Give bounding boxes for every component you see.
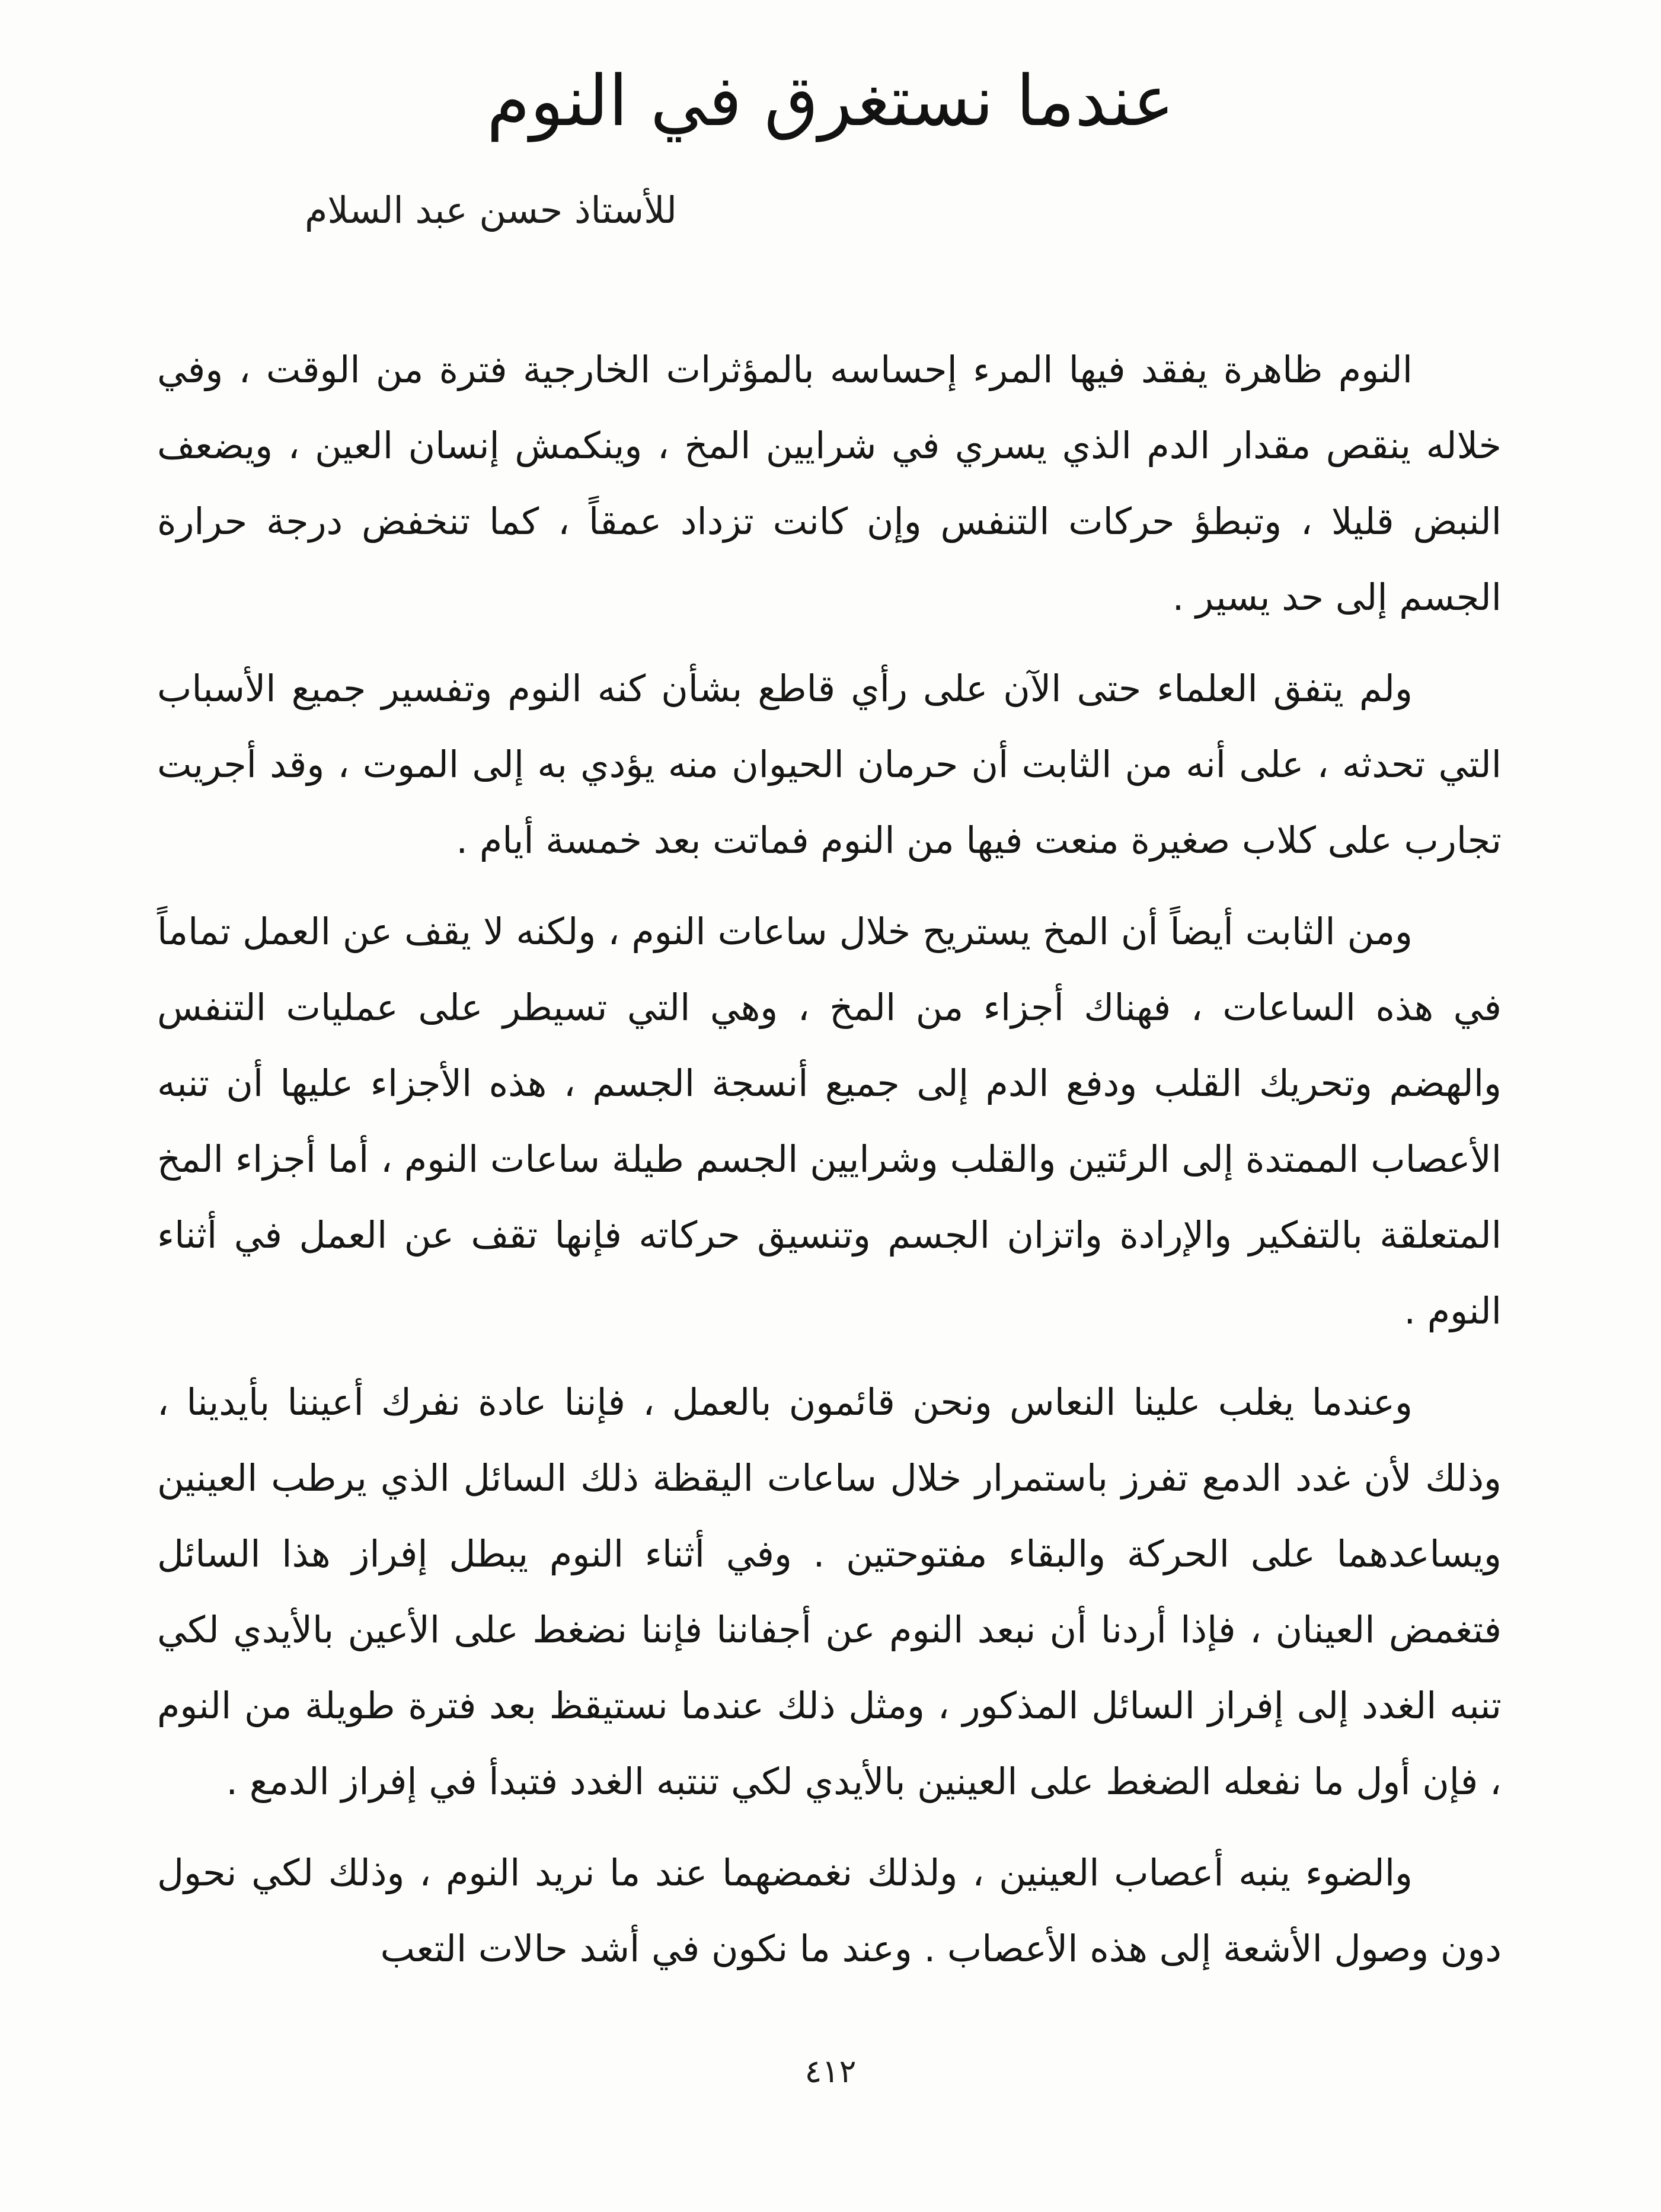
paragraph-2: ولم يتفق العلماء حتى الآن على رأي قاطع بشأن كنه النوم وتفسير جميع الأسباب التي تحدثه ، على أنه من الثابت أن حرمان الحيوان منه يؤدي به إلى الموت ، وقد أجريت تجارب على كلاب صغيرة منعت فيها من النوم فماتت بعد خمسة أيام .: [157, 667, 1502, 862]
paragraph-3: ومن الثابت أيضاً أن المخ يستريح خلال ساعات النوم ، ولكنه لا يقف عن العمل تماماً في هذه الساعات ، فهناك أجزاء من المخ ، وهي التي تسيطر على عمليات التنفس والهضم وتحريك القلب ودفع الدم إلى جميع أنسجة الجسم ، هذه الأجزاء عليها أن تنبه الأعصاب الممتدة إلى الرئتين والقلب وشرايين الجسم طيلة ساعات النوم ، أما أجزاء المخ المتعلقة بالتفكير والإرادة واتزان الجسم وتنسيق حركاته فإنها تقف عن العمل في أثناء النوم .: [157, 910, 1502, 1332]
article-author: للأستاذ حسن عبد السلام: [304, 188, 677, 232]
paragraph-5: والضوء ينبه أعصاب العينين ، ولذلك نغمضهما عند ما نريد النوم ، وذلك لكي نحول دون وصول الأشعة إلى هذه الأعصاب . وعند ما نكون في أشد حالات التعب: [157, 1851, 1502, 1970]
article-title: عندما نستغرق في النوم: [486, 60, 1175, 142]
paragraph-4: وعندما يغلب علينا النعاس ونحن قائمون بالعمل ، فإننا عادة نفرك أعيننا بأيدينا ، وذلك لأن غدد الدمع تفرز باستمرار خلال ساعات اليقظة ذلك السائل الذي يرطب العينين ويساعدهما على الحركة والبقاء مفتوحتين . وفي أثناء النوم يبطل إفراز هذا السائل فتغمض العينان ، فإذا أردنا أن نبعد النوم عن أجفاننا فإننا نضغط على الأعين بالأيدي لكي تنبه الغدد إلى إفراز السائل المذكور ، ومثل ذلك عندما نستيقظ بعد فترة طويلة من النوم ، فإن أول ما نفعله الضغط على العينين بالأيدي لكي تنتبه الغدد فتبدأ في إفراز الدمع .: [157, 1380, 1502, 1803]
page-number: ٤١٢: [804, 2053, 857, 2090]
paragraph-1: النوم ظاهرة يفقد فيها المرء إحساسه بالمؤثرات الخارجية فترة من الوقت ، وفي خلاله ينقص مقدار الدم الذي يسري في شرايين المخ ، وينكمش إنسان العين ، ويضعف النبض قليلا ، وتبطؤ حركات التنفس وإن كانت تزداد عمقاً ، كما تنخفض درجة حرارة الجسم إلى حد يسير .: [157, 348, 1502, 619]
article-body: [157, 332, 1502, 2002]
